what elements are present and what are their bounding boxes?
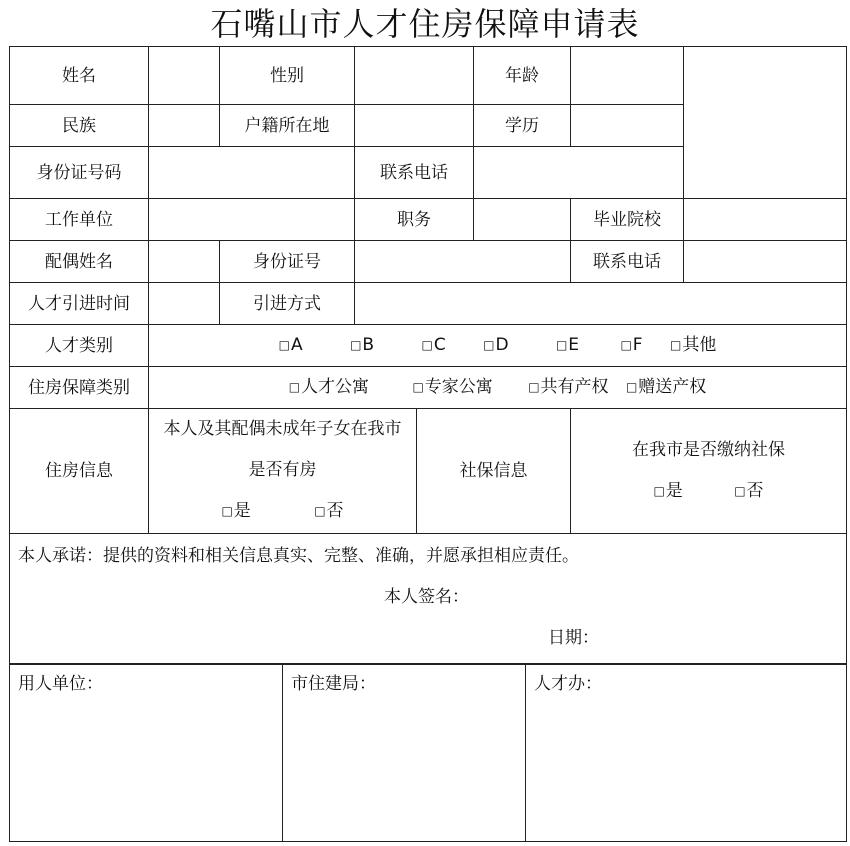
housing-option-talent-apartment[interactable]: □人才公寓 [288,377,370,397]
housing-option-expert-apartment[interactable]: □专家公寓 [412,377,493,397]
intro-method-field[interactable] [355,283,847,325]
housing-bureau-approval-label: 市住建局： [291,674,376,694]
spouse-id-field[interactable] [355,241,571,283]
id-number-field[interactable] [149,147,355,199]
spouse-id-label: 身份证号 [220,241,355,283]
id-number-label: 身份证号码 [10,147,149,199]
talent-option-a[interactable]: □A [278,335,303,355]
employer-approval-label: 用人单位： [18,674,103,694]
checkbox-icon: □ [555,338,568,352]
social-info-cell [571,409,847,534]
housing-info-cell [149,409,417,534]
intro-time-field[interactable] [149,283,220,325]
checkbox-icon: □ [350,338,362,352]
ethnicity-field[interactable] [149,105,220,147]
approval-section [9,663,847,842]
name-field[interactable] [149,47,220,105]
signature-label[interactable]: 本人签名： [384,587,469,607]
phone-label: 联系电话 [355,147,474,199]
pledge-section [10,534,847,665]
checkbox-icon: □ [483,338,495,352]
housing-info-label: 住房信息 [10,409,149,534]
gender-field[interactable] [355,47,474,105]
employer-label: 工作单位 [10,199,149,241]
phone-field[interactable] [474,147,684,199]
housing-yes-option[interactable]: □是 [221,501,251,521]
social-question: 在我市是否缴纳社保 [632,439,785,460]
housing-option-gifted-ownership[interactable]: □赠送产权 [625,377,707,397]
checkbox-icon: □ [314,504,326,518]
checkbox-icon: □ [669,338,682,352]
graduated-school-label: 毕业院校 [571,199,684,241]
checkbox-icon: □ [653,483,665,498]
ethnicity-label: 民族 [10,105,149,147]
spouse-phone-field[interactable] [684,241,847,283]
talent-option-c[interactable]: □C [421,335,446,355]
age-label: 年龄 [474,47,571,105]
talent-office-approval-box[interactable] [526,664,847,842]
housing-category-options [149,367,847,409]
name-label: 姓名 [10,47,149,105]
checkbox-icon: □ [528,380,540,394]
employer-field[interactable] [149,199,355,241]
talent-category-label: 人才类别 [10,325,149,367]
photo-box[interactable] [684,47,847,199]
education-field[interactable] [571,105,684,147]
age-field[interactable] [571,47,684,105]
checkbox-icon: □ [278,338,291,352]
spouse-phone-label: 联系电话 [571,241,684,283]
talent-option-e[interactable]: □E [555,335,580,355]
education-label: 学历 [474,105,571,147]
social-no-option[interactable]: □否 [734,480,764,501]
talent-office-approval-label: 人才办： [534,674,602,694]
checkbox-icon: □ [288,380,301,394]
social-yes-option[interactable]: □是 [653,480,683,501]
position-field[interactable] [474,199,571,241]
checkbox-icon: □ [734,483,746,498]
intro-method-label: 引进方式 [220,283,355,325]
household-field[interactable] [355,105,474,147]
form-title: 石嘴山市人才住房保障申请表 [210,5,640,43]
pledge-statement: 本人承诺：提供的资料和相关信息真实、完整、准确，并愿承担相应责任。 [18,546,579,566]
housing-question-line1: 本人及其配偶未成年子女在我市 [163,419,402,439]
talent-option-f[interactable]: □F [620,335,643,355]
position-label: 职务 [355,199,474,241]
intro-time-label: 人才引进时间 [10,283,149,325]
housing-option-shared-ownership[interactable]: □共有产权 [528,377,609,397]
talent-category-options [149,325,847,367]
talent-option-d[interactable]: □D [483,335,509,355]
date-label[interactable]: 日期： [548,628,599,648]
graduated-school-field[interactable] [684,199,847,241]
checkbox-icon: □ [412,380,424,394]
household-label: 户籍所在地 [220,105,355,147]
checkbox-icon: □ [221,504,233,518]
spouse-name-label: 配偶姓名 [10,241,149,283]
talent-option-b[interactable]: □B [350,335,375,355]
housing-category-label: 住房保障类别 [10,367,149,409]
housing-bureau-approval-box[interactable] [283,664,526,842]
checkbox-icon: □ [625,380,638,394]
housing-question-line2: 是否有房 [248,460,317,480]
housing-no-option[interactable]: □否 [314,501,344,521]
checkbox-icon: □ [620,338,632,352]
social-info-label: 社保信息 [417,409,571,534]
talent-option-other[interactable]: □其他 [669,335,717,355]
employer-approval-box[interactable] [10,664,283,842]
checkbox-icon: □ [421,338,433,352]
application-form [9,46,847,665]
gender-label: 性别 [220,47,355,105]
spouse-name-field[interactable] [149,241,220,283]
